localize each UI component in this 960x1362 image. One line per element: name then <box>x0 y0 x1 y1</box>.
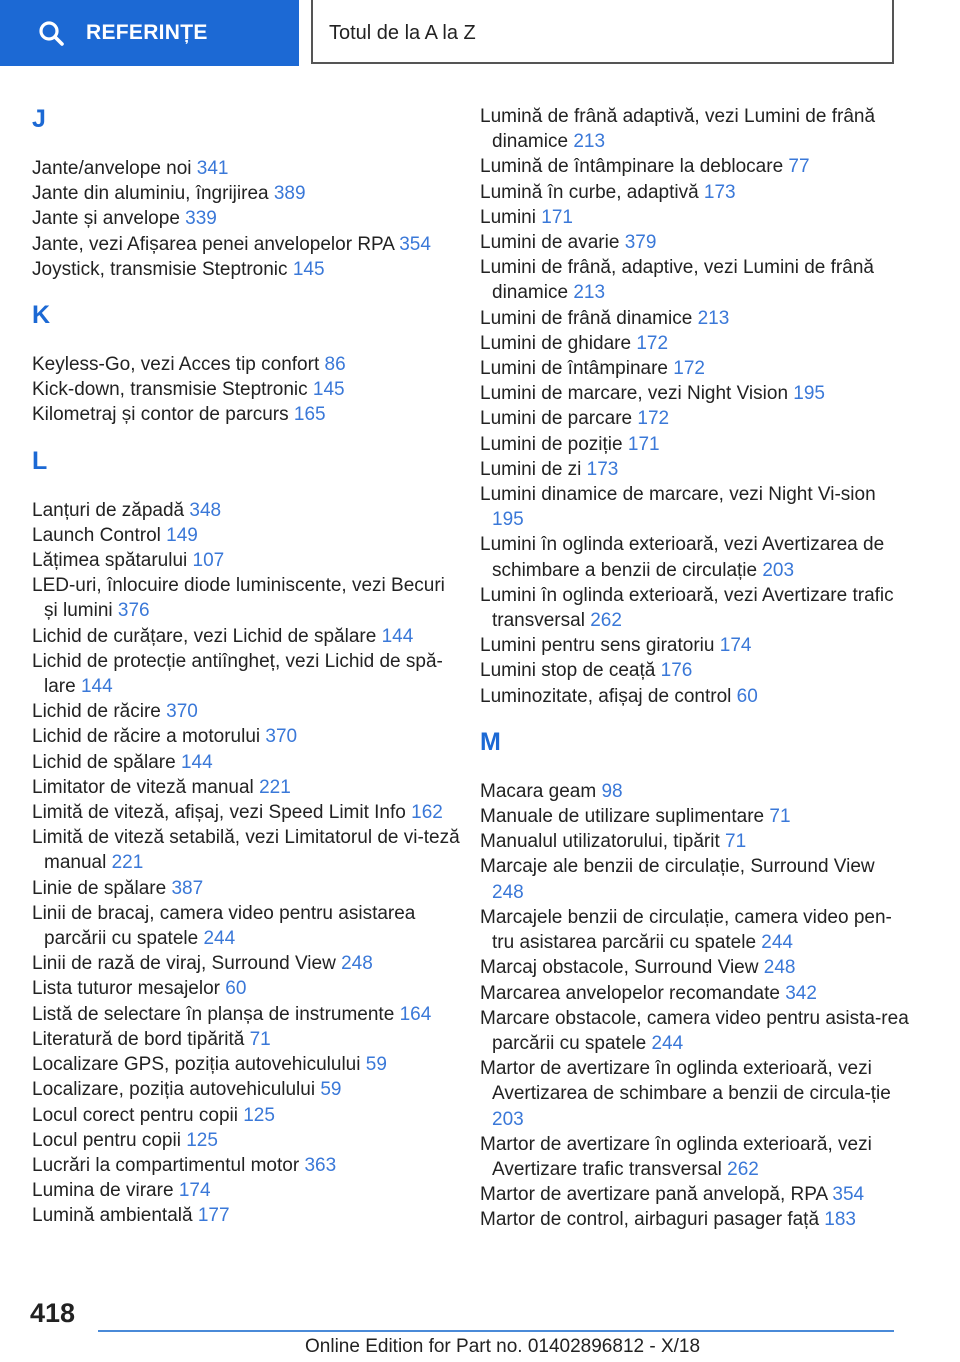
index-entry-text: Lumini de frână dinamice <box>480 307 693 329</box>
index-entry <box>32 750 462 775</box>
index-entry <box>480 331 910 356</box>
index-entry <box>480 104 910 154</box>
section-title-box <box>311 0 894 64</box>
index-entry <box>32 1002 462 1027</box>
index-entry-text: Lumini de întâmpinare <box>480 358 668 380</box>
index-column-left <box>32 104 462 1229</box>
index-entry-text: Lista tuturor mesajelor <box>32 978 220 1000</box>
index-entry <box>32 548 462 573</box>
index-page-link[interactable]: 174 <box>178 1180 211 1202</box>
index-page-link[interactable]: 370 <box>166 701 198 723</box>
index-entry-text: Lumini stop de ceață <box>480 660 656 682</box>
index-page-link[interactable]: 195 <box>793 383 825 405</box>
index-entry-text: Manualul utilizatorului, tipărit <box>480 831 720 853</box>
index-page-link[interactable]: 348 <box>189 499 222 521</box>
index-entry <box>32 352 462 377</box>
index-entry <box>32 901 462 951</box>
index-entry-text: Lumini dinamice de marcare, vezi Night Vi-sion <box>480 484 876 506</box>
index-entry <box>480 381 910 406</box>
index-page-link[interactable]: 370 <box>265 726 298 748</box>
index-entry <box>32 1027 462 1052</box>
index-entry <box>480 532 910 582</box>
index-entry <box>480 1006 910 1056</box>
index-entry-text: Lumina de virare <box>32 1180 174 1202</box>
index-entry <box>32 232 462 257</box>
index-entry <box>480 255 910 305</box>
index-page-link[interactable]: 145 <box>292 258 325 280</box>
index-entry <box>480 779 910 804</box>
index-column-right <box>480 104 910 1233</box>
index-page-link[interactable]: 244 <box>761 932 793 954</box>
index-entry-text: Martor de avertizare în oglinda exterioară, vezi Avertizare trafic transversal <box>480 1133 872 1180</box>
index-page-link[interactable]: 183 <box>824 1209 856 1231</box>
footer-edition: Online Edition for Part no. 01402896812 - X/18 <box>305 1336 701 1357</box>
index-entry-text: Literatură de bord tipărită <box>32 1028 245 1050</box>
index-entry-text: Joystick, transmisie Steptronic <box>32 258 288 280</box>
index-entry <box>32 649 462 699</box>
index-entry-text: Martor de avertizare pană anvelopă, RPA <box>480 1184 828 1206</box>
index-entry-text: Lățimea spătarului <box>32 550 188 572</box>
index-letter-heading: M <box>480 727 501 756</box>
index-page-link[interactable]: 354 <box>832 1184 865 1206</box>
index-entry-text: Lumini <box>480 206 536 228</box>
index-entry <box>480 306 910 331</box>
index-entry <box>32 800 462 825</box>
index-page-link[interactable]: 107 <box>192 550 225 572</box>
index-entry-text: Limită de viteză, afișaj, vezi Speed Limit Info <box>32 802 406 824</box>
search-icon <box>38 20 64 46</box>
index-page-link[interactable]: 262 <box>727 1158 759 1180</box>
index-entry-text: Lumină ambientală <box>32 1205 193 1227</box>
index-entry <box>480 1207 910 1232</box>
index-entry-text: Localizare, poziția autovehiculului <box>32 1079 316 1101</box>
index-entry <box>480 1132 910 1182</box>
index-entry <box>32 1153 462 1178</box>
index-entry <box>32 699 462 724</box>
index-entry <box>480 406 910 431</box>
index-page-link[interactable]: 248 <box>492 881 524 903</box>
index-entry-text: Linii de bracaj, camera video pentru asistarea parcării cu spatele <box>32 902 416 950</box>
index-page-link[interactable]: 59 <box>320 1079 342 1101</box>
index-entry <box>480 804 910 829</box>
index-entry <box>32 498 462 523</box>
index-entry-text: Listă de selectare în planșa de instrumente <box>32 1003 395 1025</box>
index-entry <box>32 1203 462 1228</box>
index-entry <box>32 876 462 901</box>
section-title: Totul de la A la Z <box>329 22 476 44</box>
index-page-link[interactable]: 248 <box>763 957 796 979</box>
index-entry <box>480 482 910 532</box>
index-page-link[interactable]: 376 <box>117 600 150 622</box>
index-entry-text: Lichid de curățare, vezi Lichid de spălare <box>32 625 377 647</box>
index-entry-text: Lumini de frână, adaptive, vezi Lumini de frână dinamice <box>480 257 874 304</box>
index-entry <box>480 230 910 255</box>
index-page-link[interactable]: 203 <box>492 1108 524 1130</box>
index-entry <box>32 156 462 181</box>
index-entry <box>32 1103 462 1128</box>
index-entry <box>480 1056 910 1132</box>
index-page-link[interactable]: 59 <box>365 1054 387 1076</box>
index-page-link[interactable]: 172 <box>636 332 669 354</box>
index-entry-text: Marcaj obstacole, Surround View <box>480 957 759 979</box>
index-page-link[interactable]: 60 <box>225 978 247 1000</box>
index-entry-text: Lumină de întâmpinare la deblocare <box>480 156 784 178</box>
index-page-link[interactable]: 77 <box>788 156 810 178</box>
tab-label: REFERINȚE <box>86 21 208 44</box>
index-entry-text: Lumini în oglinda exterioară, vezi Avertizare trafic transversal <box>480 584 894 632</box>
index-entry-text: Marcajele benzii de circulație, camera video pen-tru asistarea parcării cu spatele <box>480 906 892 954</box>
index-entry <box>480 854 910 904</box>
index-entry-text: Marcarea anvelopelor recomandate <box>480 982 780 1004</box>
index-page-link[interactable]: 203 <box>762 559 795 581</box>
index-entry-text: Localizare GPS, poziția autovehiculului <box>32 1054 361 1076</box>
index-entry <box>480 955 910 980</box>
index-page-link[interactable]: 71 <box>249 1028 271 1050</box>
index-page-link[interactable]: 244 <box>651 1032 684 1054</box>
index-entry-text: Jante și anvelope <box>32 208 180 230</box>
index-entry <box>32 206 462 231</box>
index-letter-heading: L <box>32 446 48 475</box>
index-entry <box>32 573 462 623</box>
index-page-link[interactable]: 341 <box>196 158 229 179</box>
index-entry <box>480 154 910 179</box>
index-entry-text: Limitator de viteză manual <box>32 776 254 798</box>
index-entry <box>480 180 910 205</box>
index-entry <box>32 724 462 749</box>
index-page-link[interactable]: 262 <box>590 610 622 632</box>
index-entry <box>32 976 462 1001</box>
index-entry <box>480 684 910 709</box>
index-page-link[interactable]: 171 <box>627 433 660 455</box>
index-entry-text: Lucrări la compartimentul motor <box>32 1154 300 1176</box>
index-page-link[interactable]: 71 <box>725 831 747 853</box>
index-entry-text: Kilometraj și contor de parcurs <box>32 404 289 426</box>
index-page-link[interactable]: 60 <box>736 685 758 707</box>
index-entry-text: Locul pentru copii <box>32 1129 181 1151</box>
index-entry-text: Marcare obstacole, camera video pentru asista-rea parcării cu spatele <box>480 1007 909 1054</box>
index-page-link[interactable]: 221 <box>111 852 144 874</box>
index-entry-text: Lichid de spălare <box>32 751 176 773</box>
index-page-link[interactable]: 213 <box>573 131 606 153</box>
index-entry <box>480 633 910 658</box>
index-page-link[interactable]: 363 <box>304 1154 337 1176</box>
index-entry-text: Linie de spălare <box>32 877 167 899</box>
index-entry-text: Lumini de marcare, vezi Night Vision <box>480 383 789 405</box>
index-letter-heading: K <box>32 301 51 330</box>
index-entry <box>32 402 462 427</box>
index-entry <box>480 1182 910 1207</box>
index-page-link[interactable]: 244 <box>203 928 236 950</box>
index-entry-text: Launch Control <box>32 524 161 546</box>
index-page-link[interactable]: 177 <box>197 1205 230 1227</box>
index-entry-text: Manuale de utilizare suplimentare <box>480 806 765 828</box>
index-page-link[interactable]: 144 <box>80 676 113 698</box>
index-entry <box>480 205 910 230</box>
index-page-link[interactable]: 248 <box>341 953 373 975</box>
index-page-link[interactable]: 149 <box>166 524 198 546</box>
index-entry-text: Locul corect pentru copii <box>32 1104 238 1126</box>
index-entry <box>32 1052 462 1077</box>
index-page-link[interactable]: 71 <box>769 806 791 828</box>
index-letter-heading: J <box>32 105 46 133</box>
index-entry-text: Kick-down, transmisie Steptronic <box>32 379 308 401</box>
index-page-link[interactable]: 172 <box>673 358 705 380</box>
index-entry <box>32 951 462 976</box>
index-entry-text: Martor de control, airbaguri pasager față <box>480 1209 820 1231</box>
index-page-link[interactable]: 213 <box>573 282 606 304</box>
index-entry-text: Jante din aluminiu, îngrijirea <box>32 183 269 205</box>
index-entry <box>480 905 910 955</box>
index-entry <box>32 1077 462 1102</box>
index-entry-text: Lichid de răcire a motorului <box>32 726 261 748</box>
index-page-link[interactable]: 172 <box>637 408 670 430</box>
index-entry-text: Lumini de parcare <box>480 408 633 430</box>
index-entry-text: Lumină de frână adaptivă, vezi Lumini de frână dinamice <box>480 106 876 153</box>
header-bar <box>0 0 960 66</box>
index-entry <box>480 658 910 683</box>
index-entry-text: Lumini de avarie <box>480 232 620 254</box>
index-entry-text: Limită de viteză setabilă, vezi Limitatorul de vi-teză manual <box>32 827 460 874</box>
index-entry <box>480 457 910 482</box>
index-page-link[interactable]: 379 <box>624 232 657 254</box>
index-entry <box>32 181 462 206</box>
index-page-link[interactable]: 221 <box>259 776 291 798</box>
index-entry <box>32 257 462 282</box>
index-entry <box>32 377 462 402</box>
index-page-link[interactable]: 173 <box>586 458 619 480</box>
index-page-link[interactable]: 387 <box>171 877 204 899</box>
index-entry-text: Lichid de răcire <box>32 701 161 723</box>
index-entry-text: Lumini de zi <box>480 458 582 480</box>
index-page-link[interactable]: 125 <box>243 1104 275 1126</box>
index-entry <box>480 432 910 457</box>
index-entry <box>480 829 910 854</box>
index-entry-text: Lumini în oglinda exterioară, vezi Avertizarea de schimbare a benzii de circulație <box>480 534 885 581</box>
index-page-link[interactable]: 145 <box>312 379 345 401</box>
index-page-link[interactable]: 389 <box>273 183 306 205</box>
index-entry <box>32 825 462 875</box>
index-page-link[interactable]: 164 <box>399 1003 432 1025</box>
index-page-link[interactable]: 174 <box>719 635 752 657</box>
page-number: 418 <box>30 1298 76 1328</box>
index-page-link[interactable]: 86 <box>324 354 346 376</box>
index-entry <box>32 1128 462 1153</box>
index-entry-text: LED-uri, înlocuire diode luminiscente, vezi Becuri și lumini <box>32 575 445 622</box>
index-page-link[interactable]: 213 <box>697 307 730 329</box>
index-entry-text: Lichid de protecție antiîngheț, vezi Lichid de spă-lare <box>32 650 443 698</box>
index-entry-text: Jante/anvelope noi <box>32 158 192 179</box>
index-page-link[interactable]: 165 <box>293 404 326 426</box>
index-page-link[interactable]: 195 <box>492 509 524 531</box>
index-entry-text: Lumini de poziție <box>480 433 623 455</box>
index-entry <box>480 583 910 633</box>
index-entry-text: Linii de rază de viraj, Surround View <box>32 953 336 975</box>
index-entry-text: Lumini de ghidare <box>480 332 632 354</box>
index-entry-text: Keyless-Go, vezi Acces tip confort <box>32 354 320 376</box>
index-entry <box>480 981 910 1006</box>
index-entry <box>480 356 910 381</box>
index-entry <box>32 523 462 548</box>
index-page-link[interactable]: 342 <box>785 982 817 1004</box>
index-entry-text: Marcaje ale benzii de circulație, Surround View <box>480 856 875 878</box>
index-page-link[interactable]: 339 <box>185 208 217 230</box>
index-page-link[interactable]: 125 <box>186 1129 218 1151</box>
index-page-link[interactable]: 354 <box>399 233 431 255</box>
index-entry-text: Jante, vezi Afișarea penei anvelopelor RPA <box>32 233 394 255</box>
index-page-link[interactable]: 144 <box>381 625 414 647</box>
index-page-link[interactable]: 162 <box>411 802 443 824</box>
index-entry-text: Martor de avertizare în oglinda exterioară, vezi Avertizarea de schimbare a benzii de circula-ție <box>480 1058 891 1105</box>
index-entry-text: Lumini pentru sens giratoriu <box>480 635 715 657</box>
index-page-link[interactable]: 144 <box>180 751 213 773</box>
index-entry <box>32 775 462 800</box>
index-entry-text: Lanțuri de zăpadă <box>32 499 185 521</box>
index-entry-text: Luminozitate, afișaj de control <box>480 685 732 707</box>
tab-references[interactable] <box>0 0 299 66</box>
index-page-link[interactable]: 98 <box>601 780 623 802</box>
footer-divider <box>98 1330 894 1332</box>
index-entry-text: Lumină în curbe, adaptivă <box>480 181 699 203</box>
index-entry <box>32 624 462 649</box>
index-entry-text: Macara geam <box>480 780 597 802</box>
index-entry <box>32 1178 462 1203</box>
index-page-link[interactable]: 173 <box>703 181 736 203</box>
index-page-link[interactable]: 171 <box>541 206 573 228</box>
index-page-link[interactable]: 176 <box>660 660 693 682</box>
